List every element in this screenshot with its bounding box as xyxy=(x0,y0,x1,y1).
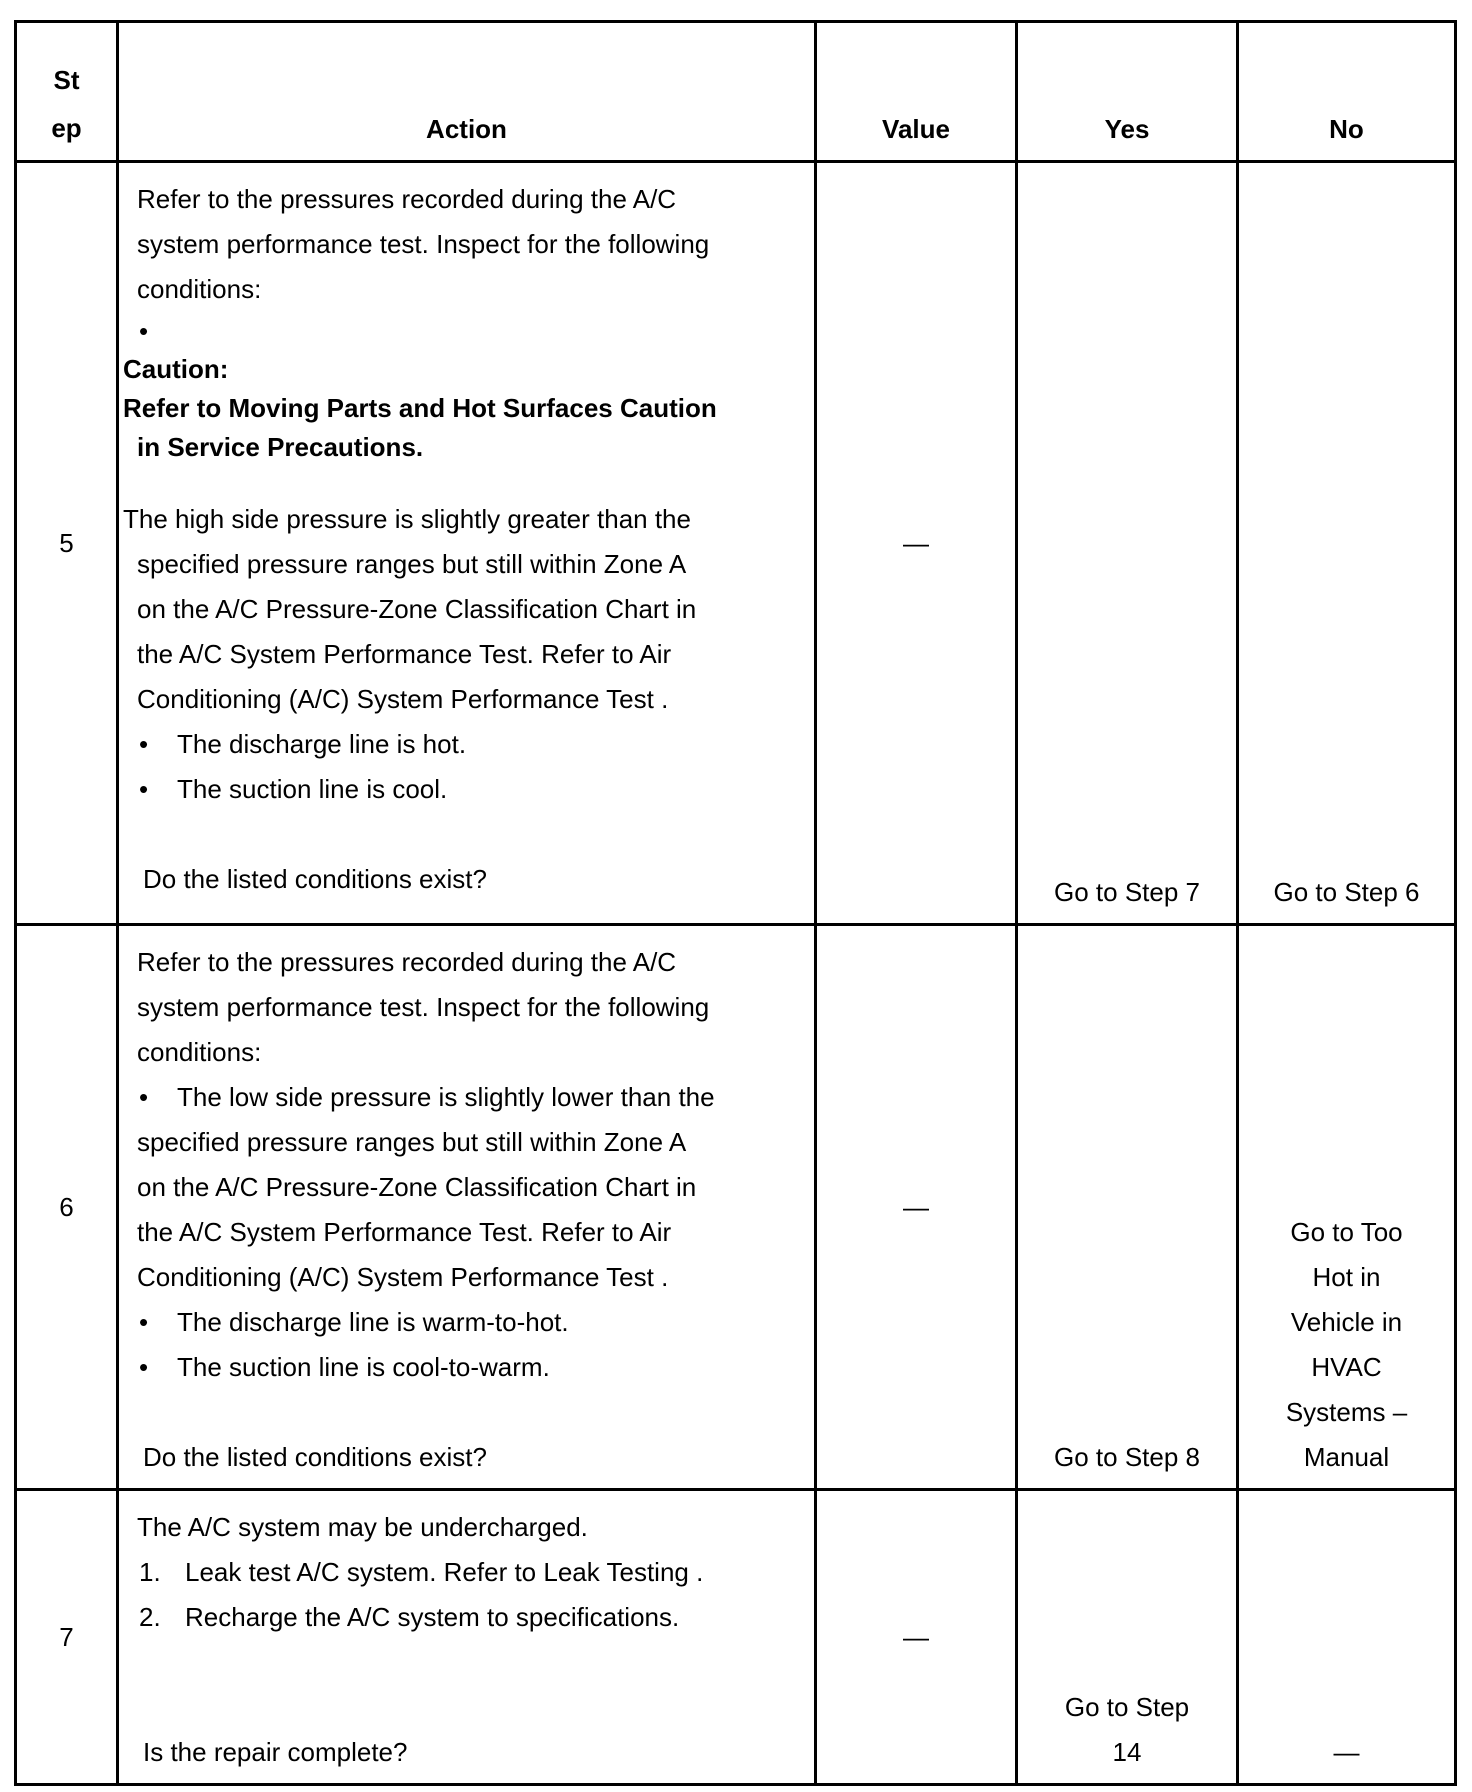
value-cell: — xyxy=(816,1490,1017,1785)
yes-link[interactable]: Go to Step 14 xyxy=(1064,1692,1190,1767)
condition-text: the A/C System Performance Test. Refer to Air xyxy=(137,639,672,669)
empty-bullet xyxy=(137,312,804,350)
condition-text: on the A/C Pressure-Zone Classification Chart in xyxy=(137,1172,697,1202)
list-item: • The suction line is cool-to-warm. xyxy=(137,1345,804,1390)
header-row xyxy=(16,22,1456,162)
list-item: 1. Leak test A/C system. Refer to Leak Testing . xyxy=(139,1557,704,1587)
value-cell: — xyxy=(816,162,1017,925)
header-action xyxy=(118,22,816,162)
bullet-icon: • xyxy=(139,1082,149,1112)
condition-text: on the A/C Pressure-Zone Classification Chart in xyxy=(137,594,697,624)
yes-cell[interactable] xyxy=(1017,1490,1238,1785)
header-yes-label: Yes xyxy=(1104,114,1150,144)
no-cell[interactable] xyxy=(1238,162,1456,925)
action-text: Refer to the pressures recorded during the A/C xyxy=(137,947,677,977)
action-cell xyxy=(118,925,816,1490)
action-cell xyxy=(118,1490,816,1785)
question-text: Is the repair complete? xyxy=(143,1737,408,1767)
step-number: 5 xyxy=(16,162,118,925)
action-text: conditions: xyxy=(137,1037,262,1067)
yes-cell[interactable] xyxy=(1017,925,1238,1490)
condition-text: the A/C System Performance Test. Refer to Air xyxy=(137,1217,672,1247)
action-text: conditions: xyxy=(137,274,262,304)
yes-cell[interactable] xyxy=(1017,162,1238,925)
action-text: Refer to the pressures recorded during the A/C xyxy=(137,184,677,214)
no-value: — xyxy=(1333,1737,1360,1767)
question-text: Do the listed conditions exist? xyxy=(143,864,487,894)
condition-text: The high side pressure is slightly greater than the xyxy=(123,504,691,534)
list-item: • The suction line is cool. xyxy=(137,767,804,812)
value-cell: — xyxy=(816,925,1017,1490)
no-cell[interactable] xyxy=(1238,925,1456,1490)
bullet-icon: • xyxy=(139,774,149,804)
caution-text: Refer to Moving Parts and Hot Surfaces Caution xyxy=(123,393,717,423)
header-no xyxy=(1238,22,1456,162)
bullet-icon: • xyxy=(139,729,149,759)
list-item: • The discharge line is hot. xyxy=(137,722,804,767)
condition-text: Conditioning (A/C) System Performance Test . xyxy=(137,684,669,714)
condition-text: specified pressure ranges but still within Zone A xyxy=(137,549,687,579)
action-text: system performance test. Inspect for the following xyxy=(137,229,710,259)
list-item: • The discharge line is warm-to-hot. xyxy=(137,1300,804,1345)
condition-text: Conditioning (A/C) System Performance Test . xyxy=(137,1262,669,1292)
step-number: 7 xyxy=(16,1490,118,1785)
step-number: 6 xyxy=(16,925,118,1490)
question-text: Do the listed conditions exist? xyxy=(143,1442,487,1472)
action-cell xyxy=(118,162,816,925)
action-text: system performance test. Inspect for the following xyxy=(137,992,710,1022)
header-yes xyxy=(1017,22,1238,162)
bullet-icon: • xyxy=(139,316,149,346)
header-no-label: No xyxy=(1329,114,1364,144)
yes-link[interactable]: Go to Step 7 xyxy=(1054,877,1200,907)
action-text: The A/C system may be undercharged. xyxy=(137,1512,588,1542)
bullet-icon: • xyxy=(139,1307,149,1337)
header-action-label: Action xyxy=(426,114,507,144)
list-item: 2. Recharge the A/C system to specifications. xyxy=(139,1602,680,1632)
yes-link[interactable]: Go to Step 8 xyxy=(1054,1442,1200,1472)
condition-text: specified pressure ranges but still within Zone A xyxy=(137,1127,687,1157)
no-link[interactable]: Go to Too Hot in Vehicle in HVAC Systems – Manual xyxy=(1285,1217,1408,1472)
table-row-step-5 xyxy=(16,162,1456,925)
table-row-step-6 xyxy=(16,925,1456,1490)
table-row-step-7 xyxy=(16,1490,1456,1785)
caution-label: Caution: xyxy=(123,354,229,384)
header-step-line2: ep xyxy=(51,113,82,143)
header-value xyxy=(816,22,1017,162)
diagnostic-table xyxy=(14,20,1457,1786)
header-value-label: Value xyxy=(882,114,950,144)
bullet-icon: • xyxy=(139,1352,149,1382)
no-cell xyxy=(1238,1490,1456,1785)
header-step-line1: St xyxy=(53,65,80,95)
no-link[interactable]: Go to Step 6 xyxy=(1273,877,1420,907)
caution-text: in Service Precautions. xyxy=(137,432,424,462)
list-item: • The low side pressure is slightly lower than the xyxy=(137,1075,804,1120)
header-step xyxy=(16,22,118,162)
